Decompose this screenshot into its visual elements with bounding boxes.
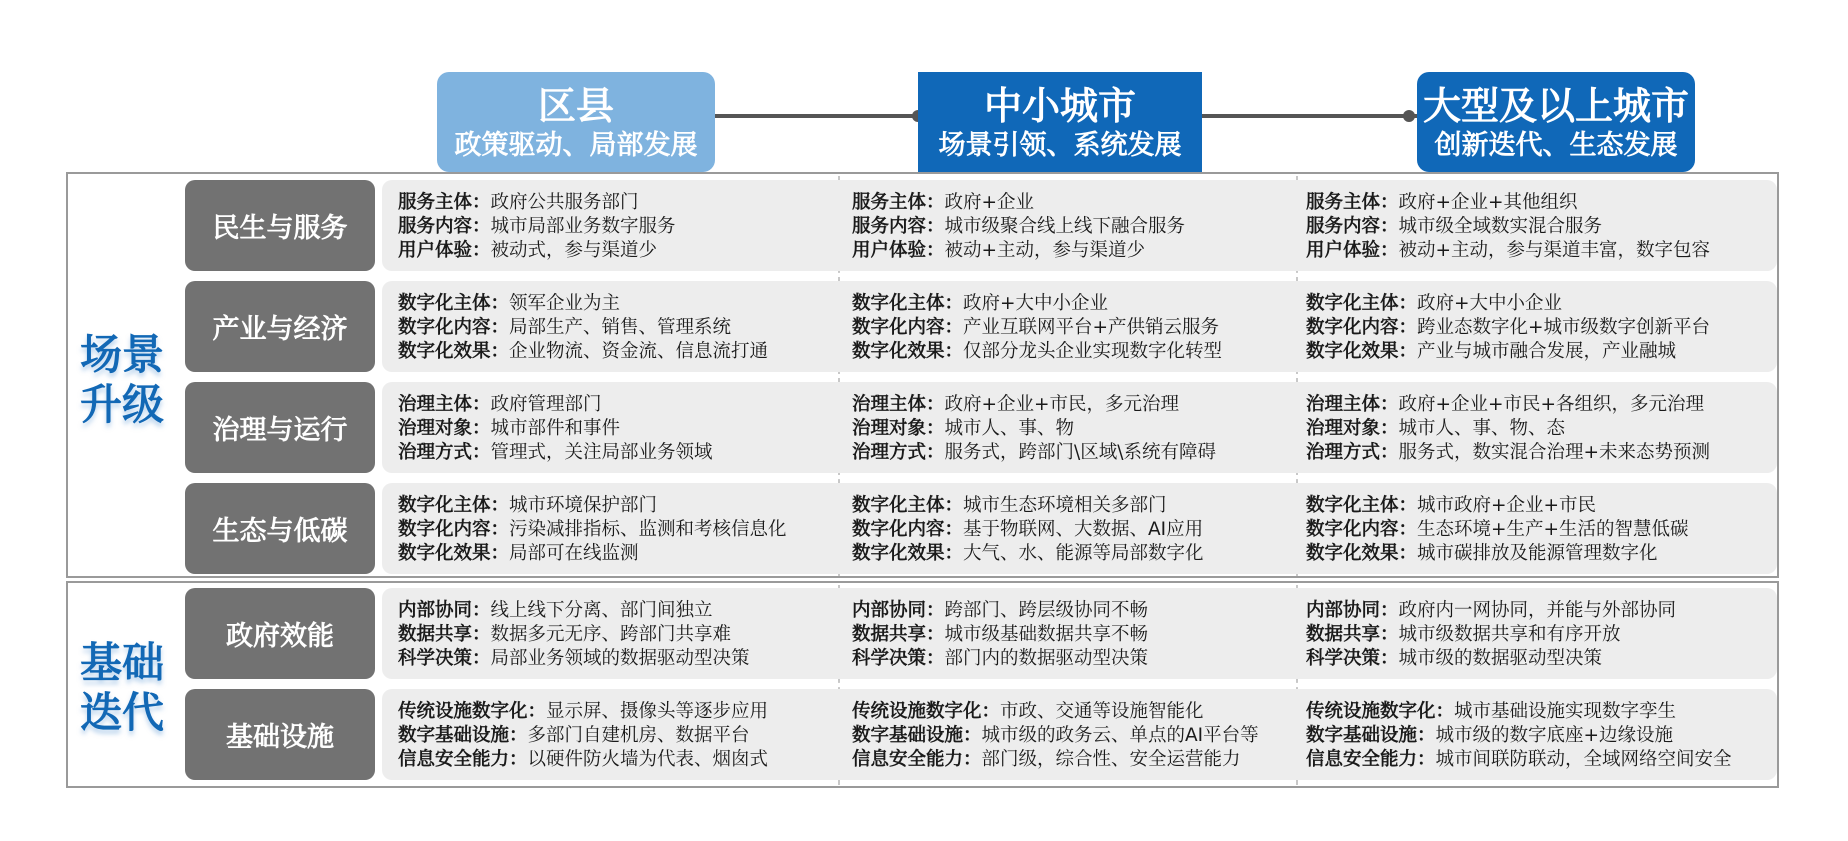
cell: 数字化主体：政府+大中小企业 数字化内容：跨业态数字化+城市级数字创新平台 数字化效果：产业与城市融合发展，产业融城 xyxy=(1306,293,1711,362)
row-label-government-efficiency: 政府效能 xyxy=(185,588,375,679)
connector-line xyxy=(1202,114,1417,118)
cell: 数字化主体：城市生态环境相关多部门 数字化内容：基于物联网、大数据、AI应用 数字化效果：大气、水、能源等局部数字化 xyxy=(852,495,1204,564)
cell: 传统设施数字化：市政、交通等设施智能化 数字基础设施：城市级的政务云、单点的AI平台等 信息安全能力：部门级，综合性、安全运营能力 xyxy=(852,701,1259,770)
connector-dot xyxy=(1403,110,1415,122)
stage-header-small-medium-city xyxy=(918,72,1202,172)
stage-header-county xyxy=(437,72,715,172)
cell: 服务主体：政府公共服务部门 服务内容：城市局部业务数字服务 用户体验：被动式，参与渠道少 xyxy=(398,192,676,261)
cell: 传统设施数字化：显示屏、摄像头等逐步应用 数字基础设施：多部门自建机房、数据平台 信息安全能力：以硬件防火墙为代表、烟囱式 xyxy=(398,701,769,770)
cell: 数字化主体：政府+大中小企业 数字化内容：产业互联网平台+产供销云服务 数字化效果：仅部分龙头企业实现数字化转型 xyxy=(852,293,1223,362)
row-label-governance-operation: 治理与运行 xyxy=(185,382,375,473)
row-label-ecology-low-carbon: 生态与低碳 xyxy=(185,483,375,574)
cell: 数字化主体：城市政府+企业+市民 数字化内容：生态环境+生产+生活的智慧低碳 数字化效果：城市碳排放及能源管理数字化 xyxy=(1306,495,1689,564)
cell: 数字化主体：领军企业为主 数字化内容：局部生产、销售、管理系统 数字化效果：企业物流、资金流、信息流打通 xyxy=(398,293,769,362)
cell: 数字化主体：城市环境保护部门 数字化内容：污染减排指标、监测和考核信息化 数字化效果：局部可在线监测 xyxy=(398,495,787,564)
cell: 内部协同：政府内一网协同，并能与外部协同 数据共享：城市级数据共享和有序开放 科学决策：城市级的数据驱动型决策 xyxy=(1306,600,1677,669)
connector-line xyxy=(715,114,918,118)
cell: 内部协同：跨部门、跨层级协同不畅 数据共享：城市级基础数据共享不畅 科学决策：部门内的数据驱动型决策 xyxy=(852,600,1149,669)
cell: 治理主体：政府+企业+市民+各组织，多元治理 治理对象：城市人、事、物、态 治理方式：服务式，数实混合治理+未来态势预测 xyxy=(1306,394,1711,463)
stage-title: 区县 xyxy=(537,84,614,128)
cell: 服务主体：政府+企业 服务内容：城市级聚合线上线下融合服务 用户体验：被动+主动，参与渠道少 xyxy=(852,192,1186,261)
row-label-industry-economy: 产业与经济 xyxy=(185,281,375,372)
group-label-scene-upgrade: 场景升级 xyxy=(79,330,164,429)
stage-subtitle: 场景引领、系统发展 xyxy=(938,130,1182,161)
group-label-foundation-iteration: 基础迭代 xyxy=(79,638,164,737)
cell: 服务主体：政府+企业+其他组织 服务内容：城市级全域数实混合服务 用户体验：被动+主动，参与渠道丰富，数字包容 xyxy=(1306,192,1711,261)
row-label-livelihood-service: 民生与服务 xyxy=(185,180,375,271)
cell: 治理主体：政府+企业+市民，多元治理 治理对象：城市人、事、物 治理方式：服务式，跨部门\区域\系统有障碍 xyxy=(852,394,1216,463)
cell: 传统设施数字化：城市基础设施实现数字孪生 数字基础设施：城市级的数字底座+边缘设施 信息安全能力：城市间联防联动，全域网络空间安全 xyxy=(1306,701,1732,770)
cell: 治理主体：政府管理部门 治理对象：城市部件和事件 治理方式：管理式，关注局部业务领域 xyxy=(398,394,713,463)
stage-subtitle: 创新迭代、生态发展 xyxy=(1434,130,1678,161)
cell: 内部协同：线上线下分离、部门间独立 数据共享：数据多元无序、跨部门共享难 科学决策：局部业务领域的数据驱动型决策 xyxy=(398,600,750,669)
row-label-infrastructure: 基础设施 xyxy=(185,689,375,780)
stage-header-large-city xyxy=(1417,72,1695,172)
stage-title: 中小城市 xyxy=(983,84,1136,128)
stage-subtitle: 政策驱动、局部发展 xyxy=(454,130,698,161)
stage-title: 大型及以上城市 xyxy=(1422,84,1689,128)
